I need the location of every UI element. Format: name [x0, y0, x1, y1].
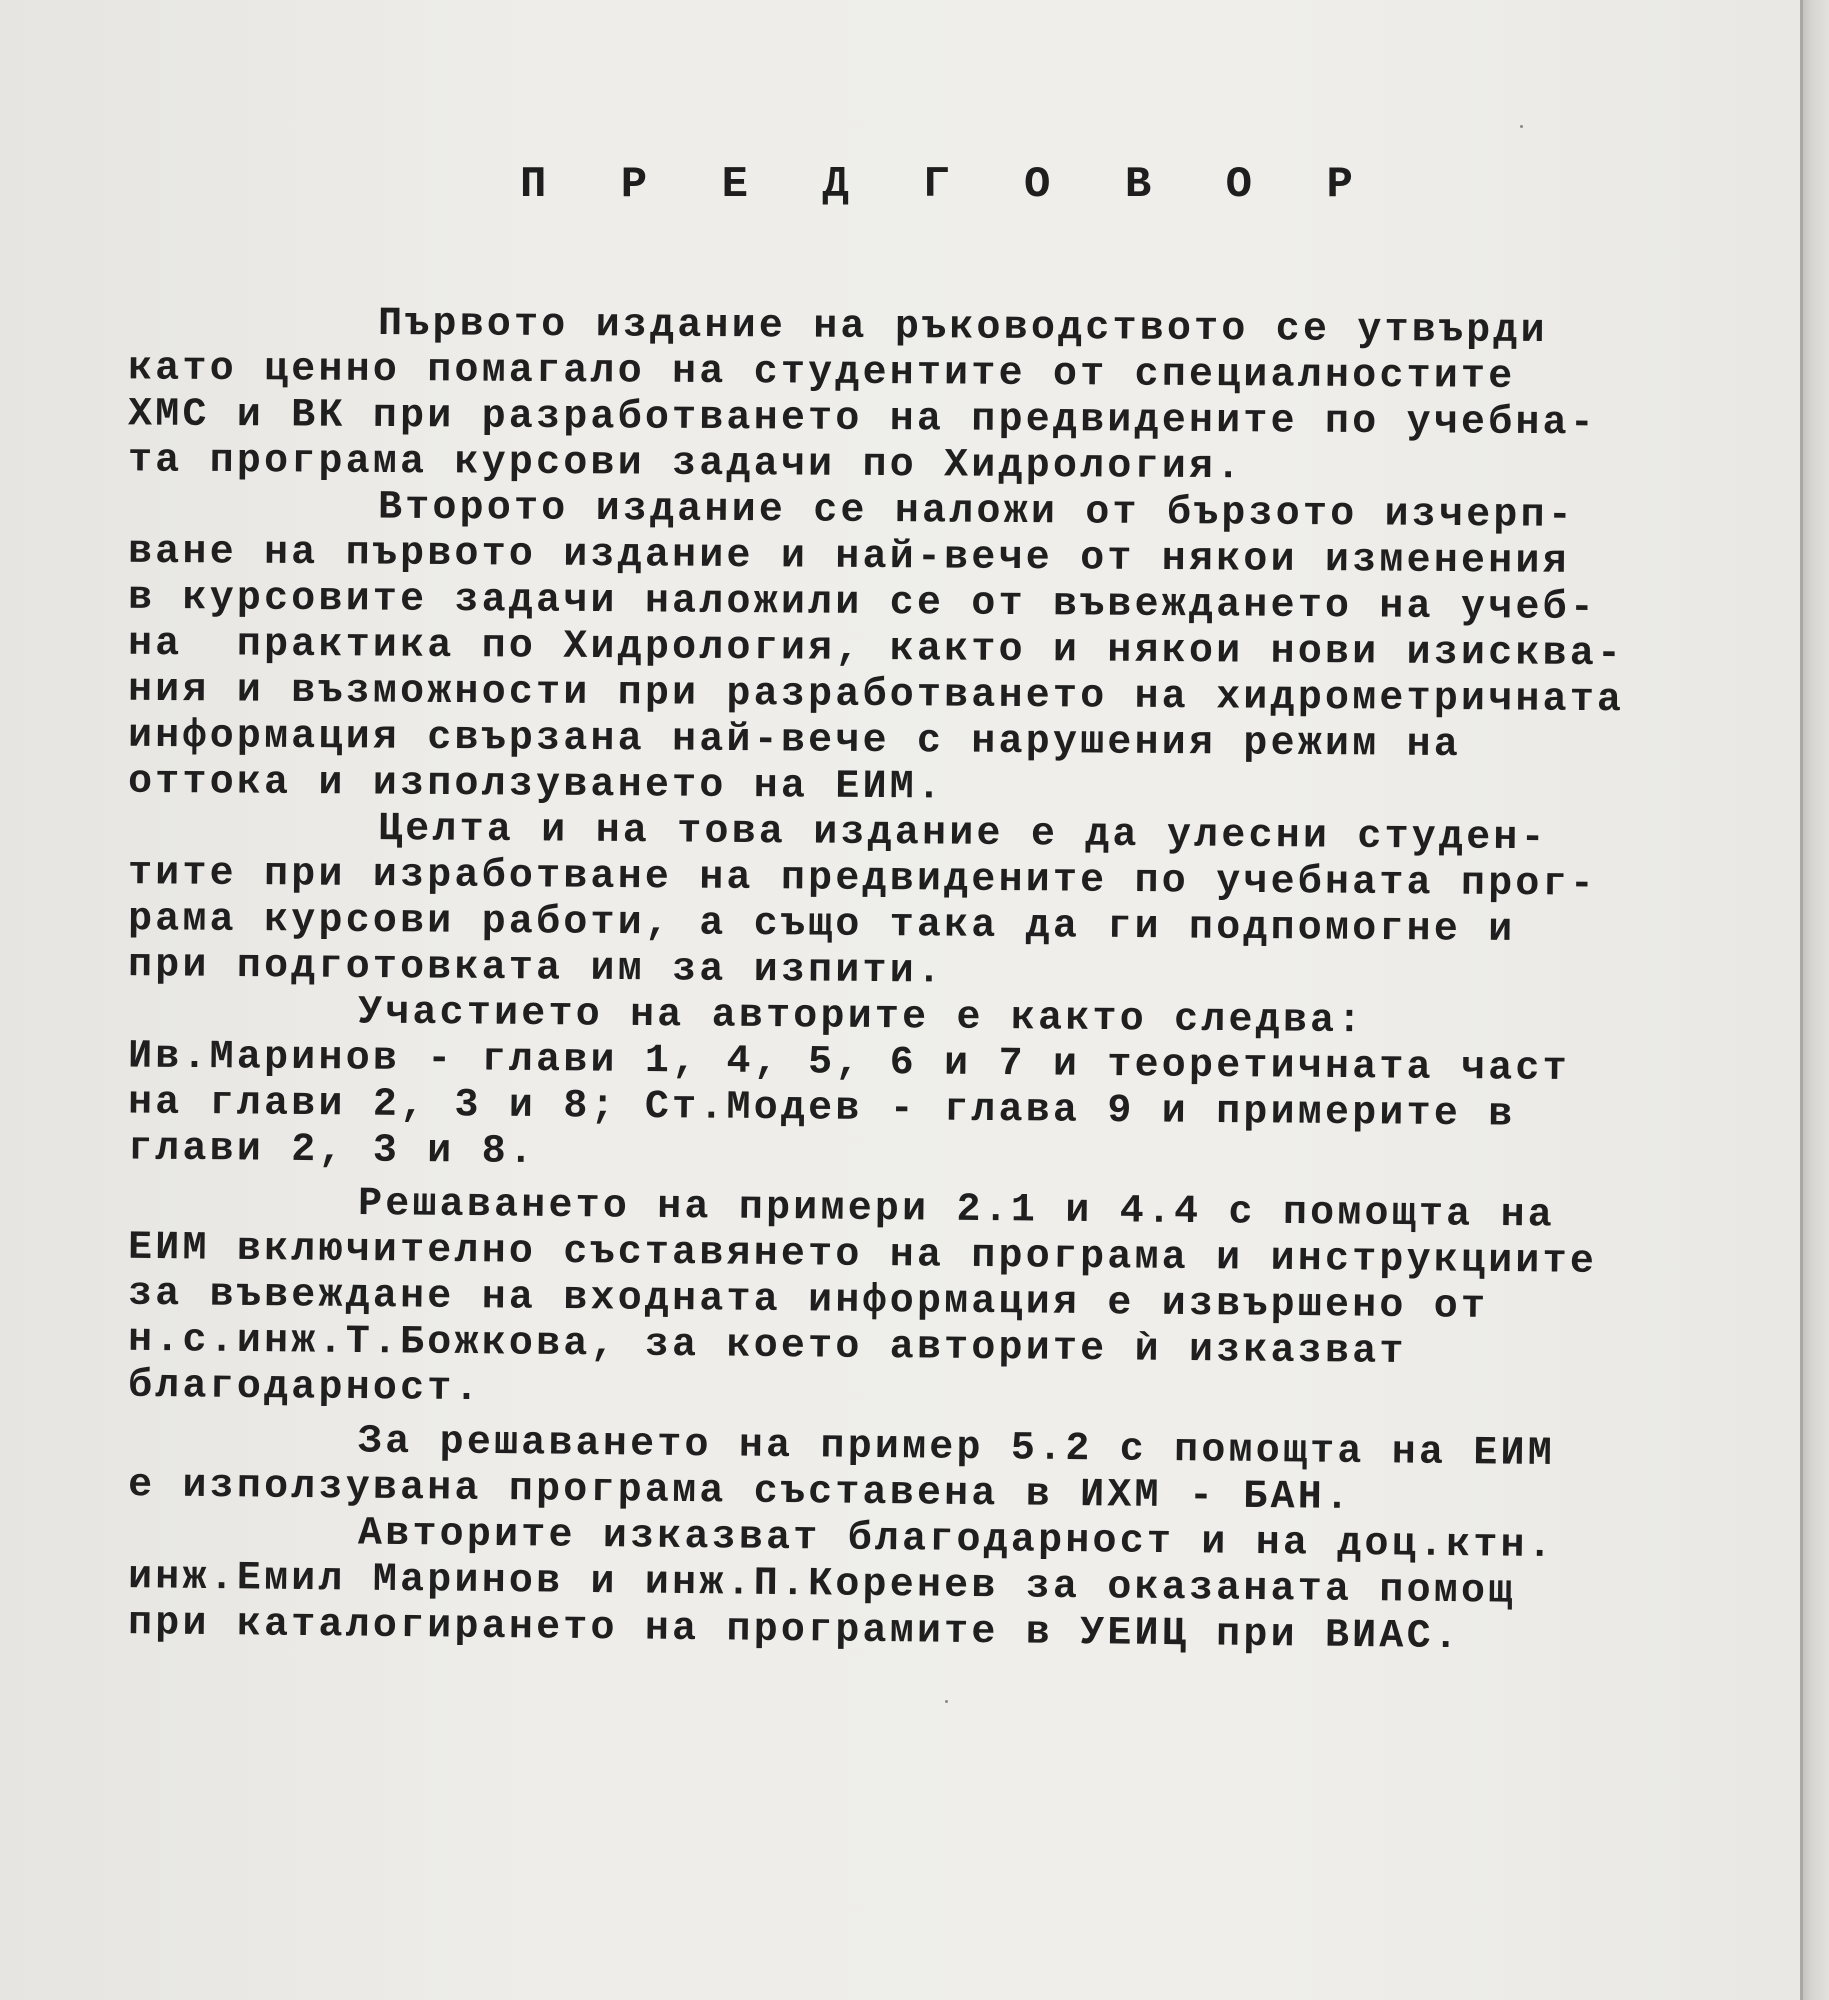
text-line: оттока и използуването на ЕИМ.	[127, 759, 945, 811]
text-line: благодарност.	[127, 1363, 482, 1413]
text-line: Целта и на това издание е да улесни студен-	[377, 807, 1548, 862]
text-line: като ценно помагало на студентите от специалностите	[127, 346, 1516, 400]
paper-speck	[1520, 125, 1523, 128]
text-line: рама курсови работи, а също така да ги подпомогне и	[127, 897, 1516, 954]
text-line: за въвеждане на входната информация е извършено от	[127, 1271, 1489, 1330]
text-line: Ив.Маринов - глави 1, 4, 5, 6 и 7 и теоретичната част	[127, 1034, 1570, 1093]
text-line: Участието на авторите е както следва:	[357, 990, 1365, 1045]
text-line: ния и възможности при разработването на хидрометричната	[127, 667, 1625, 724]
text-line: н.с.инж.Т.Божкова, за което авторите ѝ изказват	[127, 1317, 1407, 1376]
text-line: тите при изработване на предвидените по учебната прог-	[127, 851, 1598, 908]
text-line: на практика по Хидрология, както и някои нови изисква-	[127, 621, 1625, 678]
text-line: инж.Емил Маринов и инж.П.Коренев за оказаната помощ	[127, 1555, 1516, 1615]
text-line: ХМС и ВК при разработването на предвидените по учебна-	[127, 392, 1598, 447]
page-title: П Р Е Д Г О В О Р	[520, 160, 1377, 210]
text-line: на глави 2, 3 и 8; Ст.Модев - глава 9 и примерите в	[127, 1080, 1516, 1138]
text-line: Авторите изказват благодарност и на доц.ктн.	[357, 1511, 1556, 1570]
text-line: За решаването на пример 5.2 с помощта на ЕИМ	[357, 1419, 1556, 1478]
text-line: информация свързана най-вече с нарушения режим на	[127, 713, 1462, 769]
text-line: Решаването на примери 2.1 и 4.4 с помощта на	[357, 1182, 1556, 1239]
text-line: при подготовката им за изпити.	[127, 943, 945, 995]
text-line: при каталогирането на програмите в УЕИЦ при ВИАС.	[127, 1601, 1462, 1661]
text-line: та програма курсови задачи по Хидрология.	[127, 438, 1244, 491]
preface-body	[127, 301, 1628, 1661]
text-line: е използувана програма съставена в ИХМ - БАН.	[127, 1463, 1353, 1521]
page-edge	[1800, 0, 1829, 2000]
text-line: Второто издание се наложи от бързото изчерп-	[377, 485, 1576, 539]
text-line: ЕИМ включително съставянето на програма и инструкциите	[127, 1225, 1598, 1285]
text-line: ване на първото издание и най-вече от някои изменения	[127, 529, 1570, 585]
paper-speck	[945, 1700, 948, 1703]
text-line: Първото издание на ръководството се утвърди	[377, 301, 1548, 355]
text-line: глави 2, 3 и 8.	[127, 1126, 537, 1176]
text-line: в курсовите задачи наложили се от въвеждането на учеб-	[127, 575, 1598, 632]
